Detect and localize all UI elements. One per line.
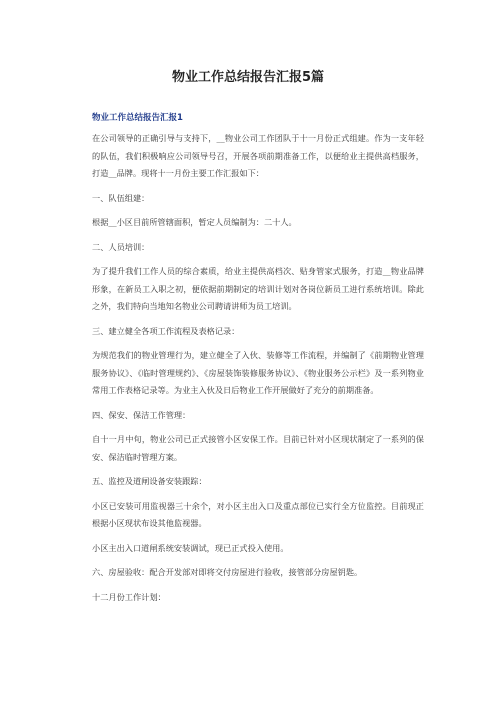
document-body: [92, 130, 424, 606]
paragraph-workflow: 为规范我们的物业管理行为，建立健全了入伙、装修等工作流程，并编制了《前期物业管理服务协议》、《临时管理规约》、《房屋装饰装修服务协议》、《物业服务公示栏》及一系列物业常用工作表格记录等。为业主入伙及日后物业工作开展做好了充分的前期准备。: [92, 350, 424, 395]
paragraph-gate-system: 小区主出入口道闸系统安装调试，现已正式投入使用。: [92, 542, 289, 553]
paragraph-intro: 在公司领导的正确引导与支持下，__物业公司工作团队于十一月份正式组建。作为一支年轻的队伍，我们积极响应公司领导号召，开展各项前期准备工作，以便给业主提供高档服务，打造__品牌。现将十一月份主要工作汇报如下：: [92, 133, 424, 178]
heading-monitoring: 五、监控及道闸设备安装跟踪：: [92, 476, 207, 486]
heading-security-cleaning: 四、保安、保洁工作管理：: [92, 409, 191, 420]
section-subtitle: 物业工作总结报告汇报1: [92, 113, 183, 123]
paragraph-staffing: 根据__小区目前所管辖面积，暂定人员编制为：二十人。: [92, 217, 297, 227]
paragraph-house-inspection: 六、房屋验收：配合开发部对即将交付房屋进行验收，接管部分房屋钥匙。: [92, 567, 363, 577]
paragraph-training: 为了提升我们工作人员的综合素质，给业主提供高档次、贴身管家式服务，打造__物业品牌形象，在新员工入职之初，便依据前期制定的培训计划对各岗位新员工进行系统培训。除此之外，我们特向当地知名物业公司聘请讲师为员工培训。: [92, 266, 424, 311]
heading-workflow: 三、建立健全各项工作流程及表格记录：: [92, 325, 240, 336]
paragraph-monitoring: 小区已安装可用监视器三十余个，对小区主出入口及重点部位已实行全方位监控。目前现正根据小区现状布设其他监视器。: [92, 500, 424, 528]
heading-training: 二、人员培训：: [92, 241, 150, 252]
document-title: 物业工作总结报告汇报5篇: [171, 70, 325, 85]
heading-team-building: 一、队伍组建：: [92, 192, 150, 203]
paragraph-security-cleaning: 自十一月中旬，物业公司已正式接管小区安保工作。目前已针对小区现状制定了一系列的保安、保洁临时管理方案。: [92, 434, 424, 462]
heading-december-plan: 十二月份工作计划：: [92, 591, 166, 602]
